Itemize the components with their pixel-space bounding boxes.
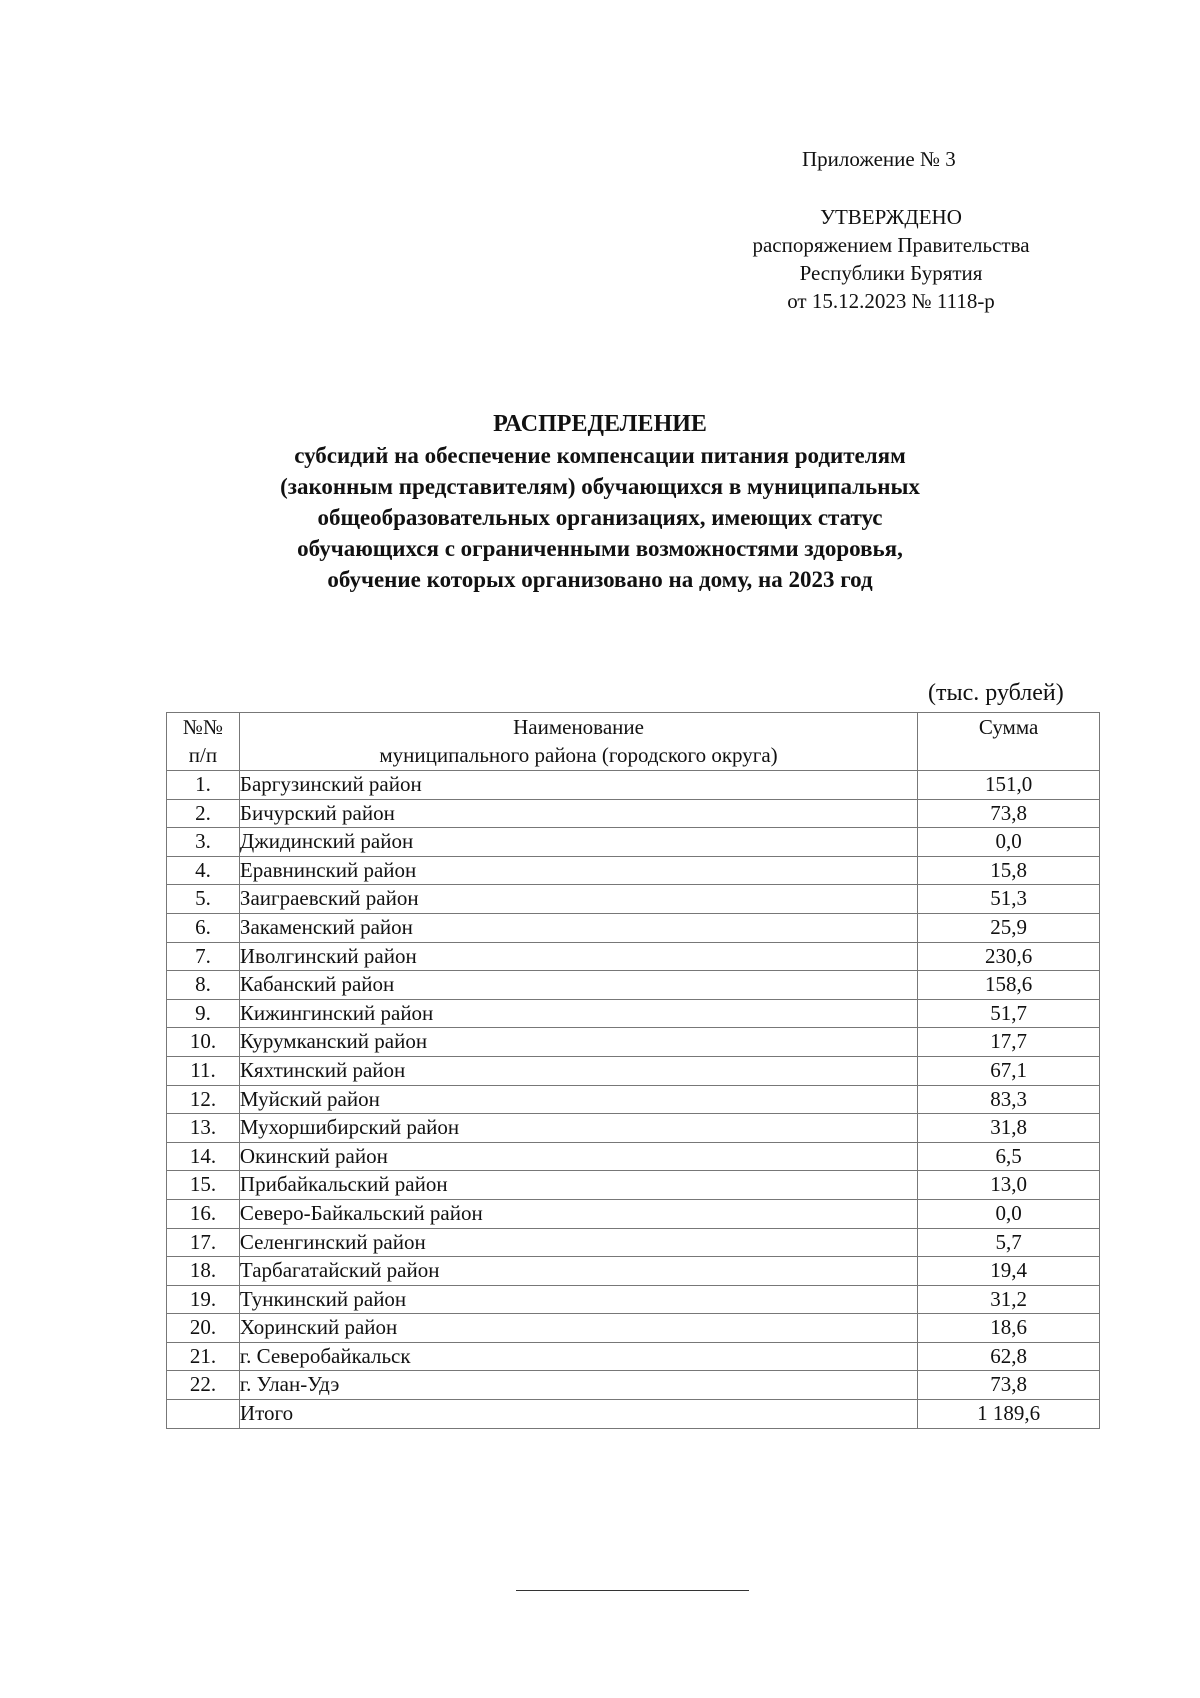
approved-date: от 15.12.2023 № 1118-р [787,289,995,313]
row-number: 18. [167,1257,240,1286]
row-sum: 17,7 [918,1028,1100,1057]
row-district-name: Прибайкальский район [239,1171,917,1200]
total-sum: 1 189,6 [918,1400,1100,1429]
row-number: 22. [167,1371,240,1400]
row-district-name: Заиграевский район [239,885,917,914]
title-line-4: обучающихся с ограниченными возможностями здоровья, [297,536,903,561]
row-number: 8. [167,971,240,1000]
row-sum: 15,8 [918,856,1100,885]
row-sum: 18,6 [918,1314,1100,1343]
table-row [167,828,1100,857]
row-number: 10. [167,1028,240,1057]
header-name-line1: Наименование [513,715,644,739]
row-number: 1. [167,771,240,800]
table-row [167,1085,1100,1114]
row-district-name: Мухоршибирский район [239,1114,917,1143]
title-line-2: (законным представителям) обучающихся в муниципальных [280,474,920,499]
table-row [167,1056,1100,1085]
table-row [167,1285,1100,1314]
row-sum: 19,4 [918,1257,1100,1286]
table-row [167,1114,1100,1143]
title-main: РАСПРЕДЕЛЕНИЕ [493,411,707,437]
table-row [167,942,1100,971]
document-title [180,408,1020,595]
row-district-name: Джидинский район [239,828,917,857]
row-district-name: Баргузинский район [239,771,917,800]
approved-by-line2: Республики Бурятия [799,261,983,285]
row-sum: 73,8 [918,1371,1100,1400]
table-row [167,1028,1100,1057]
row-district-name: г. Северобайкальск [239,1342,917,1371]
header-number-line2: п/п [188,743,218,767]
table-row [167,799,1100,828]
table-row [167,1371,1100,1400]
row-number: 11. [167,1056,240,1085]
row-sum: 62,8 [918,1342,1100,1371]
row-district-name: Муйский район [239,1085,917,1114]
row-sum: 5,7 [918,1228,1100,1257]
row-sum: 25,9 [918,913,1100,942]
row-district-name: Селенгинский район [239,1228,917,1257]
row-sum: 51,7 [918,999,1100,1028]
row-sum: 31,2 [918,1285,1100,1314]
approved-stamp: УТВЕРЖДЕНО [820,205,962,229]
table-row [167,1314,1100,1343]
approval-block [726,203,1056,315]
row-sum: 73,8 [918,799,1100,828]
row-sum: 31,8 [918,1114,1100,1143]
table-row [167,885,1100,914]
total-number [167,1400,240,1429]
table-row [167,1142,1100,1171]
row-sum: 6,5 [918,1142,1100,1171]
row-district-name: Бичурский район [239,799,917,828]
row-district-name: Кяхтинский район [239,1056,917,1085]
row-district-name: Иволгинский район [239,942,917,971]
row-sum: 67,1 [918,1056,1100,1085]
row-sum: 0,0 [918,828,1100,857]
row-number: 4. [167,856,240,885]
row-sum: 230,6 [918,942,1100,971]
table-row [167,1171,1100,1200]
table-total-row [167,1400,1100,1429]
row-sum: 83,3 [918,1085,1100,1114]
row-sum: 151,0 [918,771,1100,800]
row-district-name: Тункинский район [239,1285,917,1314]
row-sum: 13,0 [918,1171,1100,1200]
row-number: 14. [167,1142,240,1171]
row-number: 21. [167,1342,240,1371]
table-row [167,771,1100,800]
total-label: Итого [239,1400,917,1429]
footer-divider [516,1590,749,1591]
table-row [167,1257,1100,1286]
row-number: 2. [167,799,240,828]
title-line-3: общеобразовательных организациях, имеющих статус [317,505,883,530]
row-district-name: Хоринский район [239,1314,917,1343]
row-sum: 158,6 [918,971,1100,1000]
table-header-row [167,713,1100,771]
row-number: 15. [167,1171,240,1200]
row-district-name: Окинский район [239,1142,917,1171]
row-number: 13. [167,1114,240,1143]
appendix-label: Приложение № 3 [802,147,956,171]
row-district-name: Северо-Байкальский район [239,1199,917,1228]
table-row [167,856,1100,885]
row-district-name: г. Улан-Удэ [239,1371,917,1400]
row-number: 7. [167,942,240,971]
row-number: 3. [167,828,240,857]
row-number: 9. [167,999,240,1028]
row-district-name: Закаменский район [239,913,917,942]
header-sum [918,713,1100,771]
table-row [167,999,1100,1028]
header-name [239,713,917,771]
row-district-name: Кабанский район [239,971,917,1000]
header-number-line1: №№ [182,715,223,739]
row-sum: 0,0 [918,1199,1100,1228]
header-name-line2: муниципального района (городского округа) [379,743,778,767]
table-row [167,913,1100,942]
row-number: 5. [167,885,240,914]
row-district-name: Курумканский район [239,1028,917,1057]
table-row [167,1228,1100,1257]
row-number: 6. [167,913,240,942]
row-number: 19. [167,1285,240,1314]
row-sum: 51,3 [918,885,1100,914]
row-district-name: Еравнинский район [239,856,917,885]
title-line-1: субсидий на обеспечение компенсации питания родителям [294,443,906,468]
units-label: (тыс. рублей) [928,680,1064,706]
table-row [167,1199,1100,1228]
row-number: 20. [167,1314,240,1343]
header-number [167,713,240,771]
table-row [167,1342,1100,1371]
distribution-table [166,712,1100,1429]
row-number: 12. [167,1085,240,1114]
table-row [167,971,1100,1000]
title-line-5: обучение которых организовано на дому, на 2023 год [327,567,873,592]
row-district-name: Кижингинский район [239,999,917,1028]
approved-by-line1: распоряжением Правительства [752,233,1030,257]
row-number: 17. [167,1228,240,1257]
row-number: 16. [167,1199,240,1228]
row-district-name: Тарбагатайский район [239,1257,917,1286]
header-sum-label: Сумма [978,715,1039,739]
